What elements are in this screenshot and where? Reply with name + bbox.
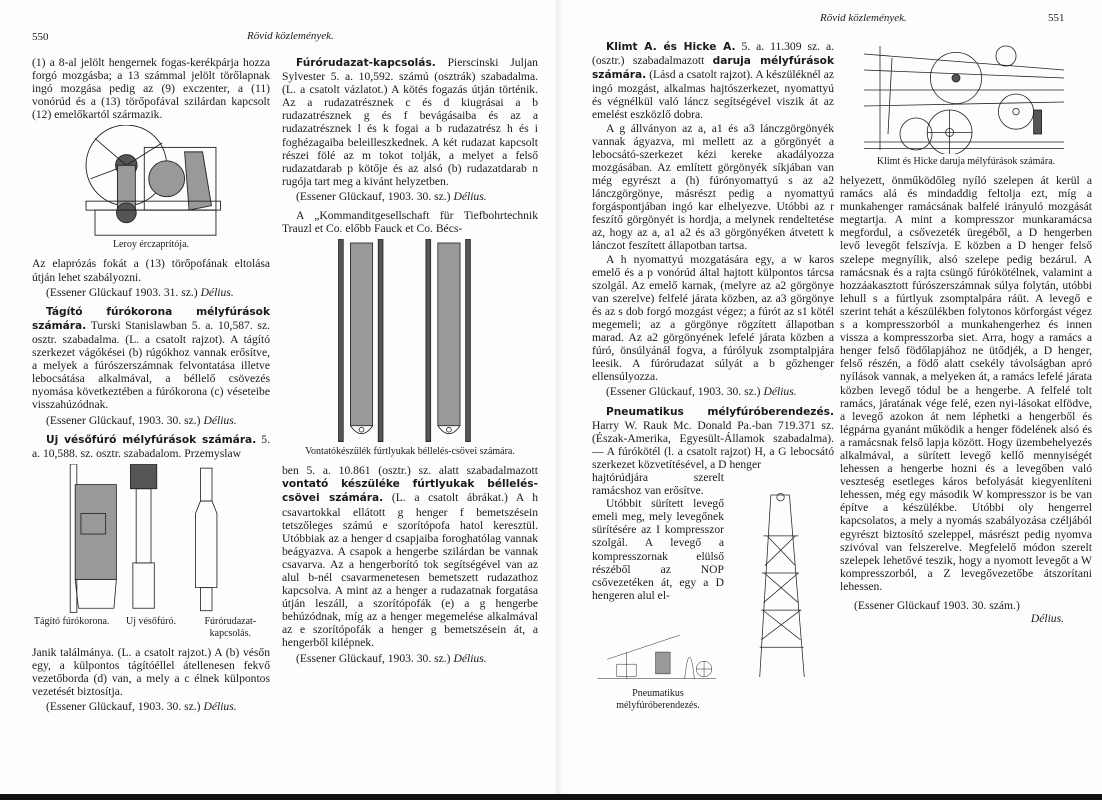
paragraph: Janik találmánya. (L. a csatolt rajzot.) A (b) vésőn egy, a külpontos tágítóéllel átellenesen fekvő vezetőborda (d) van, a mely a c élnek külpontos vezetését biztosítja. — [32, 645, 270, 699]
derrick-figure — [730, 471, 834, 701]
source-citation — [282, 190, 538, 203]
signature: Délius. — [1030, 612, 1064, 626]
article-text: (L. a csatolt ábrákat.) A h csavartokkal ellátott g henger f bemetszésein tetszőleges számú e szorítópofa hatol keresztül. Utóbbiak az a henger d csapjaiba foroghatólag vannak beágyazva. A csapok a hengerbe szilárdan be vannak csavarva. Az a hengerborító tok segítségével van az alul b-nél csavarmenetesen bemetszett rudazathoz kapcsolva. A mint az a henger a rudazatnak forgatása útján leszáll, a szorítópofák (e) a g hengerbe behúzódnak, míg az a henger megemelése alkalmával az e szorítópofák a henger g bemetszésein át, a hengerből kilépnek. — [282, 491, 539, 650]
drill-tools-figures — [51, 464, 251, 614]
paragraph: A g állványon az a, a1 és a3 lánczgörgönyék vannak ágyazva, mi mellett az a görgönyét a lebocsátó-szerkezet kézi kereke akadályozza mozgásában. Az említett görgönyék síkjában van még egyrészt a (h) fúrónyomattyú s az a2 lánczgörgönye, másrészt pedig a nyomattyú forgáspontjában ingó kar elhelyezve. Utóbbi az r feszítő görgönyét is hordja, a melynek rendeltetése az, hogy az a, a1 a2 és a3 görgönyéken átvetett k lánczot feszített állapotban tartsa. — [592, 121, 834, 253]
signature: Délius. — [203, 700, 237, 714]
narrow-section — [592, 471, 834, 718]
klimt-hicke-crane-figure — [851, 14, 1081, 154]
citation: (Essener Glückauf, 1903. 30. sz.) — [296, 651, 451, 665]
paragraph: hajtórúdjára szerelt ramácshoz van erősítve. — [592, 471, 724, 498]
running-title: Rövid közlemények. — [820, 12, 907, 24]
right-column-1 — [592, 40, 834, 718]
left-column-2 — [282, 56, 538, 665]
article — [32, 305, 270, 412]
article-heading: Klimt A. és Hicke A. — [606, 41, 736, 53]
article-heading: daruja mélyfúrások számára. — [592, 55, 834, 82]
figure-caption: Leroy érczaprítója. — [112, 239, 190, 251]
left-column-1 — [32, 56, 270, 713]
figure-captions-row — [32, 614, 270, 646]
right-page — [562, 0, 1102, 795]
casing-pulling-device-figure — [324, 239, 496, 444]
article-text: Turski Stanislawban 5. a. 10,587. sz. osztr. szabadalma. (L. a csatolt rajzot). A tágító szerkezet vágókései (b) rúgókhoz vannak erősítve, a melyek a fúrószerszámnak felvontatása illetve lebocsátása alkalmával, a béllelő csövezés nyomása következtében a fúrókorona (c) véseteibe visszahúzódnak. — [32, 318, 270, 412]
article-heading: Pneumatikus mélyfúróberendezés. — [606, 405, 834, 418]
article-heading: Fúrórudazat-kapcsolás. — [296, 57, 436, 69]
citation: (Essener Glückauf, 1903. 30. sz.) — [296, 189, 451, 203]
citation: (Essener Glückauf, 1903. 30. sz.) — [606, 385, 761, 399]
article-heading: Uj vésőfúró mélyfúrások számára. — [46, 433, 257, 446]
leroy-crusher-figure — [76, 125, 226, 237]
article-text: Harry W. Rauk Mc. Donald Pa.-ban 719.371 sz. (Észak-Amerika, Egyesült-Államok szabadalma). — A fúrókötél (l. a csatolt rajzot) H, a G lebocsátó szerkezet közvetítésével, a D henger — [592, 418, 834, 471]
source-citation — [592, 385, 834, 398]
paragraph: A h nyomattyú mozgatására egy, a w karos emelő és a p vonórúd által hajtott külpontos tárcsa szolgál. Az emelő karnak, (melyre az a2 görgönye van szerelve) felfelé járata közben, az a3 görgönye és az s dob forgó mozgást végez; a fúrót az s1 kötél megemeli; az a görgönye rögzített állapotban marad. Az a2 görgönyének lefelé járata közben a fúró, önsúlyánál fogva, a fúrólyuk zsomptalpjára leesik. A fúrórudazat súlyát a b gőzhenger ellensúlyozza. — [592, 252, 834, 384]
citation: (Essener Glückauf 1903. 31. sz.) — [46, 285, 198, 299]
signature: Délius. — [453, 651, 487, 665]
paragraph: Utóbbit sürített levegő emeli meg, mely levegőnek sürítésére az I kompresszor szolgál. A levegő a kompresszornak elülső részéből az NOP csővezetéken át, egy a D hengeren alul el- — [592, 497, 724, 602]
paragraph: A „Kommanditgesellschaft für Tiefbohrtechnik Trauzl et Co. előbb Fauck et Co. Bécs- — [282, 209, 538, 236]
scan-edge — [0, 794, 1102, 800]
article — [32, 433, 270, 460]
article-heading: vontató készüléke fúrtlyukak béllelés-csövei számára. — [282, 478, 538, 505]
source-citation — [282, 652, 538, 665]
paragraph-text-continued: lásokat elfödve, a levegő azokon át nem léphetki a hengerből és légpárna gyanánt működik a henger födelének alsó és a ramácsnak felső lapja között. Hogy üzembehelyezés alkalmával, a sürített levegő kellő mennyiségét lehessen a hengerbe hozni és a levegőben való veszteség esetleges káros befolyását kiegyenlíteni lehessen, még egy második W kompresszor is be van építve a készülékbe. Utóbbi oly hengerrel kapcsolatos, a mely a nyomás szabályozása czéljából egyrészt biztosító szeleppel, másrészt pedig nyomva szivóval van felszerelve. Megfelelő módon szerelt szelepek lehetővé teszik, hogy a nyomott levegőt a W kompresszorból, a Z levegővezetőbe átszorítani lehessen. — [840, 396, 1092, 593]
signature: Délius. — [203, 413, 237, 427]
signature: Délius. — [763, 385, 797, 399]
article-text: 5. a. 10,588. sz. osztr. szabadalom. Przemyslaw — [32, 432, 270, 460]
article — [282, 56, 538, 188]
pneumatic-drilling-plant-figure — [593, 606, 723, 686]
signature: Délius. — [453, 189, 487, 203]
figure-caption: Fúrórudazat-kapcsolás. — [204, 615, 257, 639]
article — [592, 40, 834, 122]
citation: (Essener Glückauf, 1903. 30. sz.) — [46, 413, 201, 427]
article — [592, 405, 834, 471]
page-number: 551 — [1048, 12, 1065, 24]
figure-caption: Uj vésőfúró. — [125, 615, 176, 627]
right-column-2 — [840, 14, 1092, 625]
article-text: 5. a. 11.309 sz. a. (osztr.) szabadalmazott — [592, 40, 834, 68]
narrow-text-column — [592, 471, 724, 718]
article-heading: Tágító fúrókorona mélyfúrások számára. — [32, 305, 270, 332]
source-citation — [32, 700, 270, 713]
figure-caption: Pneumatikus mélyfúróberendezés. — [616, 687, 700, 711]
paragraph — [840, 174, 1092, 593]
source-citation — [32, 414, 270, 427]
source-citation — [32, 286, 270, 299]
figure-caption: Tágító fúrókorona. — [33, 615, 110, 627]
source-citation: (Essener Glückauf 1903. 30. szám.) — [854, 599, 1020, 612]
figure-caption: Vontatókészülék fúrtlyukak béllelés-csövei számára. — [305, 446, 515, 458]
paragraph-text: helyezett, önműködőleg nyíló szelepen át kerül a ramács alá és mindaddig feltolja ezt, míg a munkahenger ramácsának balfelé irányuló mozgását megtartja. A mint a kompresszor munkaramácsa megfordul, a csővezeték üregéből, a D hengerben levő levegőt felszívja. E közben a D henger felső szelepe megnyílik, alsó szelepe pedig bezárul. A ramácsnak és a rajta csüngő fúrókötélnek, valamint a hozzáakasztott fúrószerszámnak súlya folytán, utóbbi lehull s a fúrtlyuk zsomptalpára ráüt. A levegő e szerint tehát a készülékben folytonos körforgást végez s a kompresszorból a munkahengerhez és innen vissza a kompresszorba siet. Arra, hogy a ramács a henger felső födőlapjához ne ütődjék, a D henger, felső részén, a födő alatt csekély távolságban apró nyílások vannak, a melyeken át, a ramács lefelé járata közben levegő tódul be a hengerbe. A felfelé tolt ramács, járatának vége felé, ezen nyi- — [840, 174, 1092, 410]
article — [282, 464, 538, 649]
figure-caption: Klimt és Hicke daruja mélyfúrások számára. — [876, 156, 1056, 167]
citation: (Essener Glückauf, 1903. 30. sz.) — [46, 700, 201, 714]
article-text: (Lásd a csatolt rajzot). A készüléknél az ingó mozgást, alkalmas hajtószerkezet, nyomattyú és végnélkül való láncz segítségével viszik át az emelést eszközlő dobra. — [592, 68, 834, 122]
running-title: Rövid közlemények. — [247, 30, 334, 42]
page-number: 550 — [32, 31, 49, 43]
article-text: ben 5. a. 10.861 (osztr.) sz. alatt szabadalmazott — [282, 464, 538, 478]
article-text: Pierscinski Juljan Sylvester 5. a. 10,592. számú (osztrák) szabadalma. (L. a csatolt vázlatot.) A kötés fogazás útján történik. Az a rudazatrésznek c és d kiugrásai a b rudazatrésznek g és f bevágásaiba és az a rudazatrésznek l és k fogai a b rudazatrész h és i foghézagaiba beleilleszkednek. A két rudazat kapcsolt részei fölé az m tokot tolják, a melyet a felső rudazatdarab p kötője és az alsó (b) rudazatdarab n rugója tart meg a kivánt helyzetben. — [282, 56, 538, 188]
paragraph: (1) a 8-al jelölt hengernek fogas-kerékpárja hozza forgó mozgásba; a 13 számmal jelölt törőlapnak ingó mozgása pedig az (9) exczenter, a (11) vonórúd és a (13) törőpofával szilárdan kapcsolt (12) emelőkartól származik. — [32, 56, 270, 122]
signature: Délius. — [200, 285, 234, 299]
paragraph: Az elaprózás fokát a (13) törőpofának eltolása útján lehet szabályozni. — [32, 257, 270, 284]
